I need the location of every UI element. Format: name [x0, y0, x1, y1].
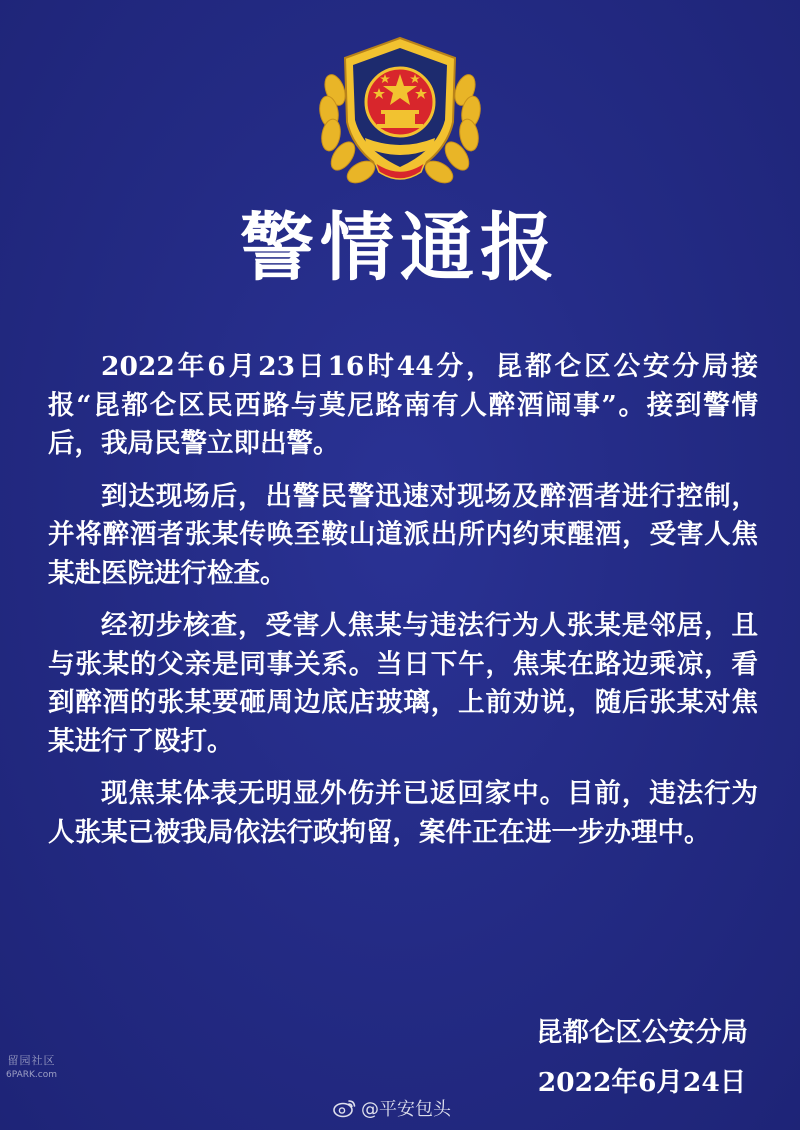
- signature-block: [536, 1008, 748, 1108]
- notice-paragraph-4: 现焦某体表无明显外伤并已返回家中。目前，违法行为人张某已被我局依法行政拘留，案件正在进一步办理中。: [48, 778, 758, 848]
- signature-org: 昆都仑区公安分局: [536, 1017, 748, 1048]
- signature-date: 2022年6月24日: [537, 1067, 747, 1098]
- notice-paragraph-1: 2022年6月23日16时44分，昆都仑区公安分局接报“昆都仑区民西路与莫尼路南有人醉酒闹事”。接到警情后，我局民警立即出警。: [48, 351, 758, 459]
- weibo-icon: [333, 1098, 357, 1118]
- notice-paragraph-3: 经初步核查，受害人焦某与违法行为人张某是邻居，且与张某的父亲是同事关系。当日下午，焦某在路边乘凉，看到醉酒的张某要砸周边底店玻璃，上前劝说，随后张某对焦某进行了殴打。: [48, 610, 758, 757]
- police-emblem-icon: [315, 30, 485, 190]
- site-watermark: [6, 1054, 57, 1082]
- notice-paragraph-2: 到达现场后，出警民警迅速对现场及醉酒者进行控制，并将醉酒者张某传唤至鞍山道派出所内约束醒酒，受害人焦某赴医院进行检查。: [48, 480, 758, 589]
- weibo-handle: @平安包头: [361, 1099, 451, 1120]
- site-watermark-cn: 留园社区: [7, 1054, 56, 1067]
- notice-body: [48, 348, 758, 866]
- notice-title: 警情通报: [240, 205, 560, 291]
- site-watermark-en: 6PARK.com: [6, 1070, 57, 1080]
- weibo-watermark: [333, 1095, 451, 1121]
